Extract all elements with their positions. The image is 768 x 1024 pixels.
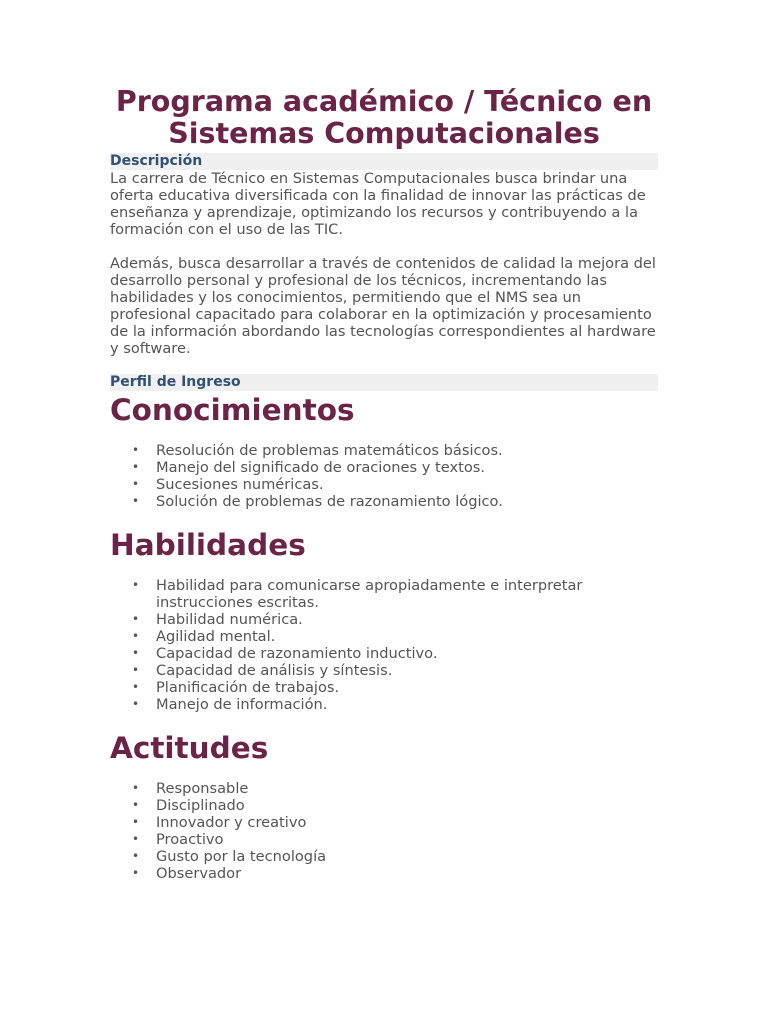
bullet-icon: • <box>132 866 140 880</box>
list-item <box>110 442 658 459</box>
bullet-icon: • <box>132 443 140 457</box>
list-item <box>110 662 658 679</box>
list-item-text: Planificación de trabajos. <box>156 679 340 696</box>
bullet-icon: • <box>132 612 140 626</box>
list-item-text: Sucesiones numéricas. <box>156 476 324 493</box>
actitudes-list <box>110 780 658 882</box>
list-item <box>110 797 658 814</box>
heading-conocimientos: Conocimientos <box>110 393 355 427</box>
list-item-text: Agilidad mental. <box>156 628 276 645</box>
heading-actitudes: Actitudes <box>110 731 269 765</box>
list-item-text: Gusto por la tecnología <box>156 848 327 865</box>
list-item-text: Habilidad para comunicarse apropiadamente e interpretar instrucciones escritas. <box>156 577 583 611</box>
bullet-icon: • <box>132 781 140 795</box>
bullet-icon: • <box>132 697 140 711</box>
bullet-icon: • <box>132 663 140 677</box>
list-item <box>110 696 658 713</box>
section-heading-perfil-de-ingreso: Perfil de Ingreso <box>110 374 658 391</box>
list-item-text: Solución de problemas de razonamiento lógico. <box>156 493 503 510</box>
bullet-icon: • <box>132 629 140 643</box>
list-item-text: Observador <box>156 865 242 882</box>
list-item <box>110 628 658 645</box>
bullet-icon: • <box>132 494 140 508</box>
list-item <box>110 459 658 476</box>
list-item <box>110 645 658 662</box>
list-item <box>110 577 658 611</box>
list-item <box>110 831 658 848</box>
list-item-text: Capacidad de razonamiento inductivo. <box>156 645 438 662</box>
list-item <box>110 780 658 797</box>
paragraph-spacer <box>110 238 658 255</box>
list-item-text: Capacidad de análisis y síntesis. <box>156 662 393 679</box>
list-item-text: Innovador y creativo <box>156 814 307 831</box>
bullet-icon: • <box>132 578 140 592</box>
bullet-icon: • <box>132 832 140 846</box>
list-item-text: Proactivo <box>156 831 224 848</box>
list-item <box>110 476 658 493</box>
list-item <box>110 814 658 831</box>
bullet-icon: • <box>132 680 140 694</box>
list-item <box>110 848 658 865</box>
document-page <box>110 86 658 882</box>
list-item-text: Disciplinado <box>156 797 245 814</box>
bullet-icon: • <box>132 646 140 660</box>
bullet-icon: • <box>132 477 140 491</box>
bullet-icon: • <box>132 460 140 474</box>
bullet-icon: • <box>132 849 140 863</box>
habilidades-list <box>110 577 658 713</box>
bullet-icon: • <box>132 798 140 812</box>
bullet-icon: • <box>132 815 140 829</box>
list-item <box>110 493 658 510</box>
description-paragraph-1: La carrera de Técnico en Sistemas Computacionales busca brindar una oferta educativa diversificada con la finalidad de innovar las prácticas de enseñanza y aprendizaje, optimizando los recursos y contribuyendo a la formación con el uso de las TIC. <box>110 170 646 238</box>
list-item-text: Resolución de problemas matemáticos básicos. <box>156 442 503 459</box>
list-item-text: Responsable <box>156 780 249 797</box>
list-item <box>110 679 658 696</box>
list-item-text: Manejo del significado de oraciones y textos. <box>156 459 486 476</box>
section-heading-descripcion: Descripción <box>110 153 658 170</box>
heading-habilidades: Habilidades <box>110 528 306 562</box>
conocimientos-list <box>110 442 658 510</box>
description-paragraph-2: Además, busca desarrollar a través de contenidos de calidad la mejora del desarrollo personal y profesional de los técnicos, incrementando las habilidades y los conocimientos, permitiendo que el NMS sea un profesional capacitado para colaborar en la optimización y procesamiento de la información abordando las tecnologías correspondientes al hardware y software. <box>110 255 656 357</box>
list-item-text: Manejo de información. <box>156 696 328 713</box>
list-item-text: Habilidad numérica. <box>156 611 303 628</box>
page-title: Programa académico / Técnico en Sistemas Computacionales <box>115 85 653 150</box>
list-item <box>110 865 658 882</box>
list-item <box>110 611 658 628</box>
